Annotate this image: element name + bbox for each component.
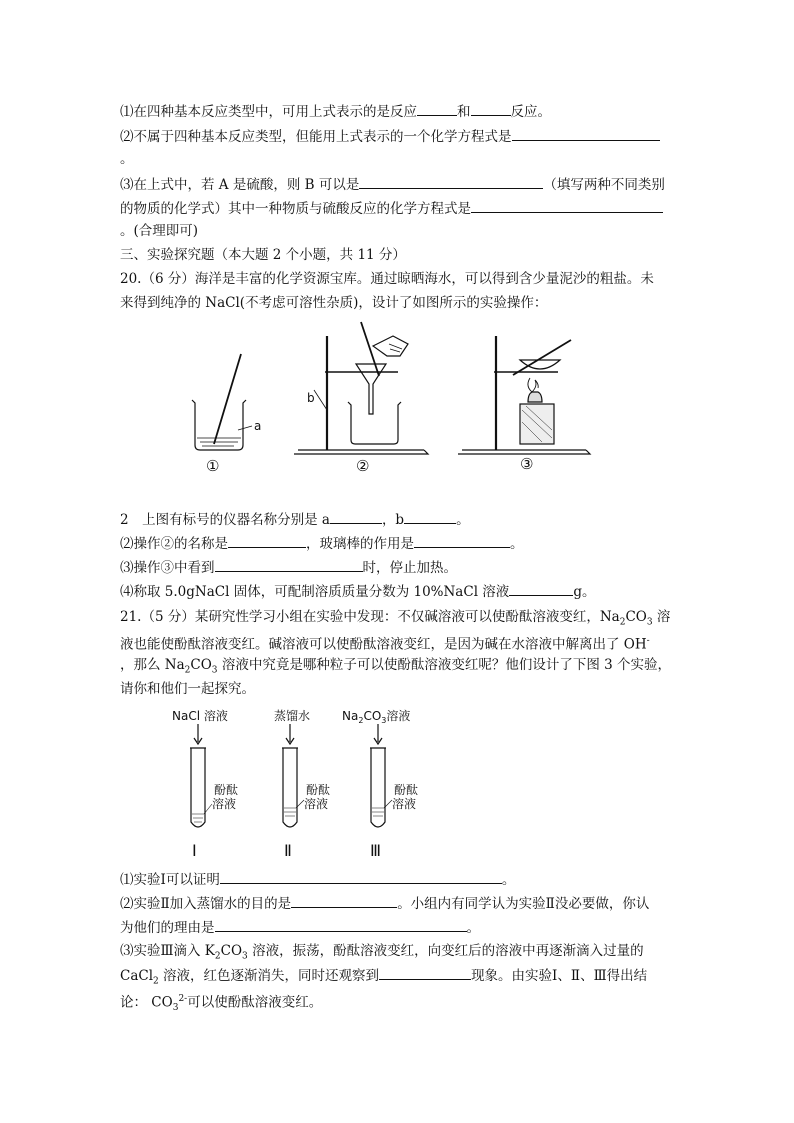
q19-part2-end: 。	[120, 151, 134, 167]
subscript: 2	[153, 976, 159, 987]
roman-numeral-2: Ⅱ	[284, 841, 292, 860]
q21-answer1-end: 。	[501, 872, 516, 888]
q20-sub1-text: 2 上图有标号的仪器名称分别是 a	[120, 512, 330, 528]
q21-answer3-line2	[120, 966, 647, 991]
phenolphthalein-label-3: 酚酞	[394, 783, 419, 797]
stirring-rod-icon	[513, 340, 571, 375]
formula-part: CO	[625, 609, 647, 625]
subscript: 2	[184, 665, 191, 676]
formula-part: CaCl	[120, 968, 154, 984]
phenolphthalein-label-1: 酚酞	[214, 783, 239, 797]
label-a: a	[254, 419, 262, 433]
figure-number-1: ①	[206, 457, 220, 475]
answer-blank[interactable]	[330, 510, 382, 524]
solution-label-2: 溶液	[304, 797, 329, 811]
tube-2-label: 蒸馏水	[274, 709, 311, 723]
q19-part3-text: ⑶在上式中，若 A 是硫酸，则 B 可以是	[120, 177, 360, 193]
q20-sub3	[120, 558, 457, 577]
answer-blank[interactable]	[414, 534, 510, 548]
q21-conclusion-text: 论： CO	[120, 994, 173, 1011]
q20-sub1-end: 。	[456, 512, 470, 528]
test-tube-icon	[190, 748, 206, 827]
q21-answer2-line2-end: 。	[466, 920, 480, 936]
test-tube-icon	[370, 748, 386, 827]
q19-part1-end: 反应。	[510, 104, 551, 120]
q21-answer1-text: ⑴实验Ⅰ可以证明	[120, 872, 220, 888]
answer-blank[interactable]	[471, 102, 511, 116]
q21-line3-text: ，那么 Na	[120, 657, 185, 673]
q20-sub2-rod: ，玻璃棒的作用是	[306, 536, 414, 552]
q21-line3-end: 溶液中究竟是哪种粒子可以使酚酞溶液变红呢？他们设计了下图 3 个实验，	[217, 657, 671, 673]
q20-sub3-text: ⑶操作③中看到	[120, 560, 215, 576]
q19-part3-line3: 。(合理即可)	[120, 223, 199, 239]
alcohol-lamp-wick-icon	[528, 392, 542, 402]
q20-sub3-end: 时，停止加热。	[362, 560, 457, 576]
answer-blank[interactable]	[291, 894, 397, 908]
answer-blank[interactable]	[215, 918, 467, 932]
evap-stand-base-icon	[458, 450, 590, 454]
tube-3-label-part: Na	[342, 709, 359, 723]
formula-part: CO	[190, 657, 212, 673]
q20-apparatus-figure	[180, 318, 600, 478]
q19-part1-text: ⑴在四种基本反应类型中，可用上式表示的是反应	[120, 104, 417, 120]
pouring-liquid-icon	[389, 344, 402, 352]
tube-3-label-part: 溶液	[386, 709, 411, 723]
subscript: 2	[619, 617, 626, 628]
q21-line4: 请你和他们一起探究。	[120, 681, 255, 697]
test-tube-icon	[282, 748, 298, 827]
subscript: 2	[214, 951, 221, 962]
answer-blank[interactable]	[215, 558, 363, 572]
formula-part: CO	[220, 943, 243, 959]
answer-blank[interactable]	[220, 870, 502, 884]
stand-base-icon	[294, 450, 428, 454]
q21-answer3-text: ⑶实验Ⅲ滴入 K	[120, 943, 215, 959]
flame-icon	[528, 378, 538, 392]
solution-icon	[197, 438, 241, 446]
q20-sub1-b: ，b	[381, 512, 405, 528]
answer-blank[interactable]	[512, 127, 660, 141]
q21-answer3-cont: 溶液，振荡，酚酞溶液变红，向变红后的溶液中再逐渐滴入过量的	[247, 943, 644, 959]
q21-test-tubes-svg	[160, 704, 460, 864]
phenolphthalein-label-2: 酚酞	[306, 783, 331, 797]
q19-part2-text: ⑵不属于四种基本反应类型，但能用上式表示的一个化学方程式是	[120, 129, 512, 145]
q19-part3	[120, 175, 665, 194]
tube-liquid-icon	[372, 808, 384, 816]
roman-numeral-3: Ⅲ	[370, 841, 382, 860]
answer-blank[interactable]	[379, 966, 471, 980]
label-b: b	[307, 391, 315, 405]
tube-liquid-icon	[284, 808, 296, 816]
q21-line2	[120, 632, 650, 654]
answer-blank[interactable]	[404, 510, 456, 524]
receiving-beaker-icon	[348, 402, 401, 444]
q21-answer2	[120, 894, 649, 913]
subscript: 3	[381, 716, 387, 725]
tube-1-label: NaCl 溶液	[172, 709, 228, 723]
q21-line1-end: 溶	[652, 609, 671, 625]
q21-answer3	[120, 942, 644, 966]
figure-number-2: ②	[356, 457, 370, 475]
q21-conclusion-end: 可以使酚酞溶液变红。	[187, 994, 323, 1011]
tube-liquid-icon	[192, 814, 204, 822]
glass-rod-icon	[214, 354, 241, 444]
q21-line3	[120, 656, 671, 680]
q21-line1	[120, 608, 670, 632]
q20-sub1	[120, 510, 470, 529]
q21-answer3-line2-end: 现象。由实验Ⅰ、Ⅱ、Ⅲ得出结	[471, 968, 648, 984]
q21-answer3-line2-text: 溶液，红色逐渐消失，同时还观察到	[158, 968, 380, 984]
q19-part3-line2-text: 的物质的化学式）其中一种物质与硫酸反应的化学方程式是	[120, 201, 471, 217]
q21-conclusion	[120, 990, 322, 1017]
q19-part1-and: 和	[457, 104, 471, 120]
subscript: 3	[172, 1003, 179, 1014]
q21-answer2-text: ⑵实验Ⅱ加入蒸馏水的目的是	[120, 896, 292, 912]
subscript: 3	[242, 951, 248, 962]
label-a-pointer-icon	[238, 426, 252, 430]
tube-3-label-part: CO	[363, 709, 382, 723]
roman-numeral-1: Ⅰ	[192, 841, 197, 860]
superscript: -	[646, 636, 650, 646]
subscript: 3	[646, 617, 653, 628]
answer-blank[interactable]	[228, 534, 306, 548]
q20-sub2	[120, 534, 524, 553]
q20-sub4-text: ⑷称取 5.0gNaCl 固体，可配制溶质质量分数为 10%NaCl 溶液	[120, 584, 510, 600]
subscript: 3	[211, 665, 218, 676]
label-b-pointer-icon	[314, 390, 327, 410]
answer-blank[interactable]	[417, 102, 457, 116]
q20-sub4	[120, 582, 595, 601]
q20-sub2-text: ⑵操作②的名称是	[120, 536, 228, 552]
q21-line1-text: 21.（5 分）某研究性学习小组在实验中发现：不仅碱溶液可以使酚酞溶液变红，Na	[120, 609, 620, 625]
subscript: 2	[358, 716, 364, 725]
q19-part3-line2	[120, 199, 663, 218]
section-title: 三、实验探究题（本大题 2 个小题，共 11 分）	[120, 247, 406, 263]
q21-answer1	[120, 870, 515, 889]
q20-apparatus-svg	[180, 318, 600, 478]
answer-blank[interactable]	[509, 582, 573, 596]
q20-sub2-end: 。	[510, 536, 524, 552]
answer-blank[interactable]	[359, 175, 543, 189]
tube-3-label	[342, 708, 410, 725]
q21-answer2-line2-text: 为他们的理由是	[120, 920, 215, 936]
solution-label-3: 溶液	[392, 797, 417, 811]
q21-test-tubes-figure	[160, 704, 460, 864]
answer-blank[interactable]	[471, 199, 663, 213]
q19-part3-note: （填写两种不同类别	[543, 177, 665, 193]
pouring-beaker-icon	[373, 336, 408, 356]
q21-answer2-note: 。小组内有同学认为实验Ⅱ没必要做，你认	[397, 896, 650, 912]
solution-label-1: 溶液	[212, 797, 237, 811]
q21-answer2-line2	[120, 918, 480, 937]
q20-sub4-end: g。	[573, 584, 596, 600]
q20-intro-line1: 20.（6 分）海洋是丰富的化学资源宝库。通过晾晒海水，可以得到含少量泥沙的粗盐。未	[120, 271, 654, 287]
superscript: 2-	[178, 994, 188, 1004]
figure-number-3: ③	[520, 455, 534, 473]
q21-line2-text: 液也能使酚酞溶液变红。碱溶液可以使酚酞溶液变红，是因为碱在水溶液中解离出了 OH	[120, 636, 647, 653]
q19-part2	[120, 127, 660, 146]
q20-intro-line2: 来得到纯净的 NaCl(不考虑可溶性杂质)，设计了如图所示的实验操作：	[120, 295, 548, 311]
q19-part1	[120, 102, 551, 121]
